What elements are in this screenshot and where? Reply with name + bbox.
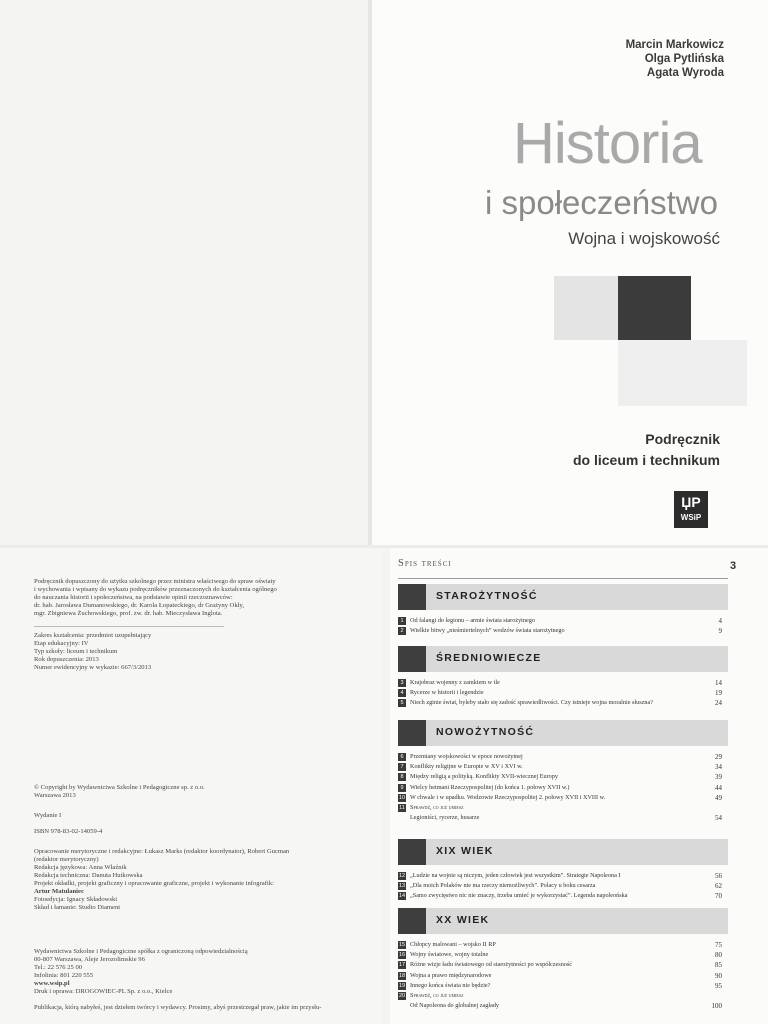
lesson-title: „Dla moich Polaków nie ma rzeczy niemożliwych”. Polacy u boku cesarza: [410, 882, 596, 890]
text-line: mgr. Zbigniewa Żuchowskiego, prof. zw. dr. hab. Mieczysława Inglota.: [34, 610, 223, 617]
lesson-page: 85: [715, 961, 722, 970]
divider: [398, 578, 728, 579]
lesson-title: Wielkie bitwy „nieśmiertelnych” wodzów świata starożytnego: [410, 627, 565, 635]
lesson-page: 75: [715, 941, 722, 949]
toc-entry[interactable]: [398, 891, 722, 901]
lesson-number: 7: [398, 763, 406, 771]
lesson-page: 95: [715, 981, 722, 990]
text-line: Typ szkoły: liceum i technikum: [34, 648, 118, 655]
text-line: 00-807 Warszawa, Aleje Jerozolimskie 96: [34, 956, 145, 963]
text-line: Opracowanie merytoryczne i redakcyjne: Łukasz Marks (redaktor koordynator), Robert Gucman: [34, 848, 290, 855]
book-type: [573, 429, 720, 471]
toc-entry[interactable]: [398, 678, 722, 688]
lesson-page: 100: [711, 1002, 722, 1011]
era-label: XIX WIEK: [436, 845, 494, 857]
lesson-title: Sprawdź, co już umiesz: [410, 992, 464, 999]
toc-entry[interactable]: [398, 813, 722, 823]
lesson-title: „Ludzie na wojnie są niczym, jeden człowiek jest wszystkim”. Strategie Napoleona I: [410, 872, 621, 879]
publisher-logo-icon: [674, 491, 708, 528]
lesson-number: 16: [398, 952, 406, 959]
toc-entry[interactable]: [398, 688, 722, 698]
lesson-number: 12: [398, 873, 406, 879]
toc-entry[interactable]: [398, 783, 722, 793]
approval-details: [34, 632, 334, 672]
era-label: XX WIEK: [436, 914, 490, 926]
toc-entry[interactable]: [398, 871, 722, 881]
text-line: Fotoedycja: Ignacy Składowski: [34, 896, 118, 903]
lesson-number: 4: [398, 689, 406, 697]
logo-text: WSiP: [680, 513, 702, 522]
lesson-page: 70: [715, 892, 722, 901]
lesson-number: 13: [398, 883, 406, 890]
decorative-square: [618, 276, 691, 340]
lesson-page: 14: [715, 679, 722, 687]
lesson-title: Legioniści, rycerze, husarze: [410, 814, 480, 822]
authors: [626, 38, 724, 80]
era-label: ŚREDNIOWIECZE: [436, 652, 542, 664]
toc-entry[interactable]: [398, 762, 722, 772]
book-topic: Wojna i wojskowość: [568, 229, 720, 248]
text-line: Etap edukacyjny: IV: [34, 640, 89, 647]
toc-entry[interactable]: [398, 772, 722, 782]
lesson-title: Chłopcy malowani – wojsko II RP: [410, 941, 496, 948]
text-line: Infolinia: 801 220 555: [34, 972, 94, 979]
era-block-icon: [398, 908, 426, 934]
lesson-number: 5: [398, 699, 406, 707]
lesson-title: Niech zginie świat, byleby stało się zadość sprawiedliwości. Czy istnieje wojna moralnie słuszna?: [410, 699, 653, 707]
lesson-page: 90: [715, 971, 722, 980]
lesson-title: Między religią a polityką. Konflikty XVII-wiecznej Europy: [410, 773, 558, 781]
toc-entry[interactable]: [398, 981, 722, 991]
text-line: Redakcja językowa: Anna Właźnik: [34, 864, 127, 871]
lesson-page: 19: [715, 689, 722, 698]
book-type-line: do liceum i technikum: [572, 452, 720, 468]
toc-entry[interactable]: [398, 698, 722, 708]
lesson-number: 3: [398, 679, 406, 687]
publisher-info: [34, 948, 334, 996]
lesson-page: 9: [718, 627, 722, 636]
lesson-page: 39: [715, 773, 722, 782]
lesson-number: 8: [398, 773, 406, 781]
lesson-number: 6: [398, 753, 406, 761]
text-line: ISBN 978-83-02-14059-4: [34, 828, 103, 835]
lesson-page: 49: [715, 793, 722, 802]
lesson-title: Wielcy hetmani Rzeczypospolitej (do końca 1. połowy XVII w.): [410, 783, 570, 791]
toc-entry[interactable]: [398, 793, 722, 803]
text-line: Skład i łamanie: Studio Diament: [34, 904, 121, 911]
lesson-title: Od Napoleona do globalnej zagłady: [410, 1002, 500, 1010]
toc-page: [390, 548, 768, 1024]
era-header: [398, 646, 728, 672]
lesson-title: Różne wizje ładu światowego od starożytności po współczesność: [410, 961, 573, 969]
era-header: [398, 584, 728, 610]
lesson-title: Innego końca świata nie będzie?: [410, 981, 491, 989]
lesson-number: 9: [398, 784, 406, 792]
lesson-title: Rycerze w historii i legendzie: [410, 689, 484, 697]
text-line: Artur Matulaniec: [34, 888, 84, 895]
text-line: Wydanie I: [34, 812, 62, 819]
era-label: STAROŻYTNOŚĆ: [436, 590, 538, 602]
lesson-number: 2: [398, 627, 406, 635]
lesson-page: 54: [715, 814, 722, 823]
text-line: Rok dopuszczenia: 2013: [34, 656, 99, 663]
lesson-page: 44: [715, 783, 722, 792]
lesson-page: 29: [715, 753, 722, 761]
lesson-title: Krajobraz wojenny z zamkiem w tle: [410, 679, 500, 686]
lesson-title: Wojna a prawo międzynarodowe: [410, 971, 492, 979]
text-line: Projekt okładki, projekt graficzny i opracowanie graficzne, projekt i wykonanie infografik:: [34, 880, 274, 887]
toc-entry[interactable]: [398, 626, 722, 636]
text-line: Druk i oprawa: DROGOWIEC-PL Sp. z o.o., Kielce: [34, 988, 173, 995]
lesson-title: Wojny światowe, wojny totalne: [410, 951, 489, 959]
era-block-icon: [398, 584, 426, 610]
footer-note: [34, 1004, 334, 1012]
lesson-page: 34: [715, 763, 722, 772]
logo-mark: ЏР: [681, 494, 701, 510]
lesson-number: 19: [398, 982, 406, 989]
lesson-number: 10: [398, 794, 406, 801]
author: Marcin Markowicz: [625, 39, 724, 51]
era-block-icon: [398, 839, 426, 865]
lesson-number: 20: [398, 993, 406, 999]
imprint-page: [0, 548, 382, 1024]
toc-entry[interactable]: [398, 616, 722, 626]
lesson-page: 62: [715, 882, 722, 891]
text-line: i wychowania i wpisany do wykazu podręczników przeznaczonych do kształcenia ogólnego: [34, 586, 277, 593]
text-line: dr. hab. Jarosława Dumanowskiego, dr. Karola Łopateckiego, dr Grażyny Okły,: [34, 602, 244, 609]
edition: [34, 812, 334, 820]
credits: [34, 848, 334, 912]
era-header: [398, 839, 728, 865]
approval-note: [34, 578, 334, 618]
cover-page: [372, 0, 768, 545]
toc-entry[interactable]: [398, 971, 722, 981]
text-line: Podręcznik dopuszczony do użytku szkolnego przez ministra właściwego do spraw oświaty: [34, 578, 276, 585]
lesson-title: Przemiany wojskowości w epoce nowożytnej: [410, 753, 523, 760]
lesson-page: 4: [718, 617, 722, 625]
lesson-title: Sprawdź, co już umiesz: [410, 804, 464, 811]
era-block-icon: [398, 720, 426, 746]
text-line: Wydawnictwa Szkolne i Pedagogiczne spółka z ograniczoną odpowiedzialnością: [34, 948, 248, 955]
lesson-page: 80: [715, 951, 722, 960]
toc-entry[interactable]: [398, 881, 722, 891]
lesson-number: 1: [398, 617, 406, 625]
era-header: [398, 908, 728, 934]
lesson-number: 15: [398, 942, 406, 948]
text-line: Numer ewidencyjny w wykazie: 667/3/2013: [34, 664, 152, 671]
decorative-square: [554, 276, 618, 340]
era-block-icon: [398, 646, 426, 672]
isbn: [34, 828, 334, 836]
book-subtitle: i społeczeństwo: [485, 184, 718, 221]
toc-entry[interactable]: [398, 752, 722, 762]
text-line: Warszawa 2013: [34, 792, 76, 799]
text-line: (redaktor merytoryczny): [34, 856, 99, 863]
toc-entry[interactable]: [398, 940, 722, 950]
text-line: do nauczania historii i społeczeństwa, na podstawie opinii rzeczoznawców:: [34, 594, 233, 601]
lesson-number: 14: [398, 893, 406, 900]
lesson-title: W chwale i w upadku. Wodzowie Rzeczypospolitej 2. połowy XVII i XVIII w.: [410, 793, 606, 801]
text-line: Tel.: 22 576 25 00: [34, 964, 83, 971]
book-type-line: Podręcznik: [645, 431, 720, 447]
copyright: [34, 784, 334, 800]
lesson-title: Konflikty religijne w Europie w XV i XVI w.: [410, 763, 523, 771]
page-number: 3: [730, 560, 737, 572]
lesson-title: Od falangi do legionu – armie świata starożytnego: [410, 617, 535, 624]
website-link[interactable]: www.wsip.pl: [34, 980, 70, 987]
text-line: Redakcja techniczna: Danuta Hutkowska: [34, 872, 143, 879]
toc-entry[interactable]: [398, 991, 722, 1001]
lesson-page: 24: [715, 699, 722, 708]
divider: [34, 626, 224, 627]
decorative-square: [618, 340, 747, 406]
toc-entry[interactable]: [398, 960, 722, 970]
author: Olga Pytlińska: [644, 53, 724, 65]
text-line: © Copyright by Wydawnictwa Szkolne i Pedagogiczne sp. z o.o.: [34, 784, 205, 791]
toc-entry[interactable]: [398, 950, 722, 960]
toc-heading: Spis treści: [398, 558, 452, 569]
era-label: NOWOŻYTNOŚĆ: [436, 726, 535, 738]
text-line: Zakres kształcenia: przedmiot uzupełniający: [34, 632, 152, 639]
lesson-title: „Samo zwycięstwo nic nie znaczy, trzeba umieć je wykorzystać”. Legenda napoleońska: [410, 892, 628, 900]
toc-entry[interactable]: [398, 803, 722, 813]
lesson-number: 18: [398, 972, 406, 979]
book-title: Historia: [513, 111, 702, 176]
author: Agata Wyroda: [646, 67, 724, 79]
text-line: Publikacja, którą nabyłeś, jest dziełem twórcy i wydawcy. Prosimy, abyś przestrzegał praw, jakie im przysłu-: [34, 1004, 322, 1011]
era-header: [398, 720, 728, 746]
lesson-number: 17: [398, 962, 406, 969]
lesson-page: 56: [715, 872, 722, 880]
lesson-number: 11: [399, 805, 405, 811]
toc-entry[interactable]: [398, 1001, 722, 1011]
